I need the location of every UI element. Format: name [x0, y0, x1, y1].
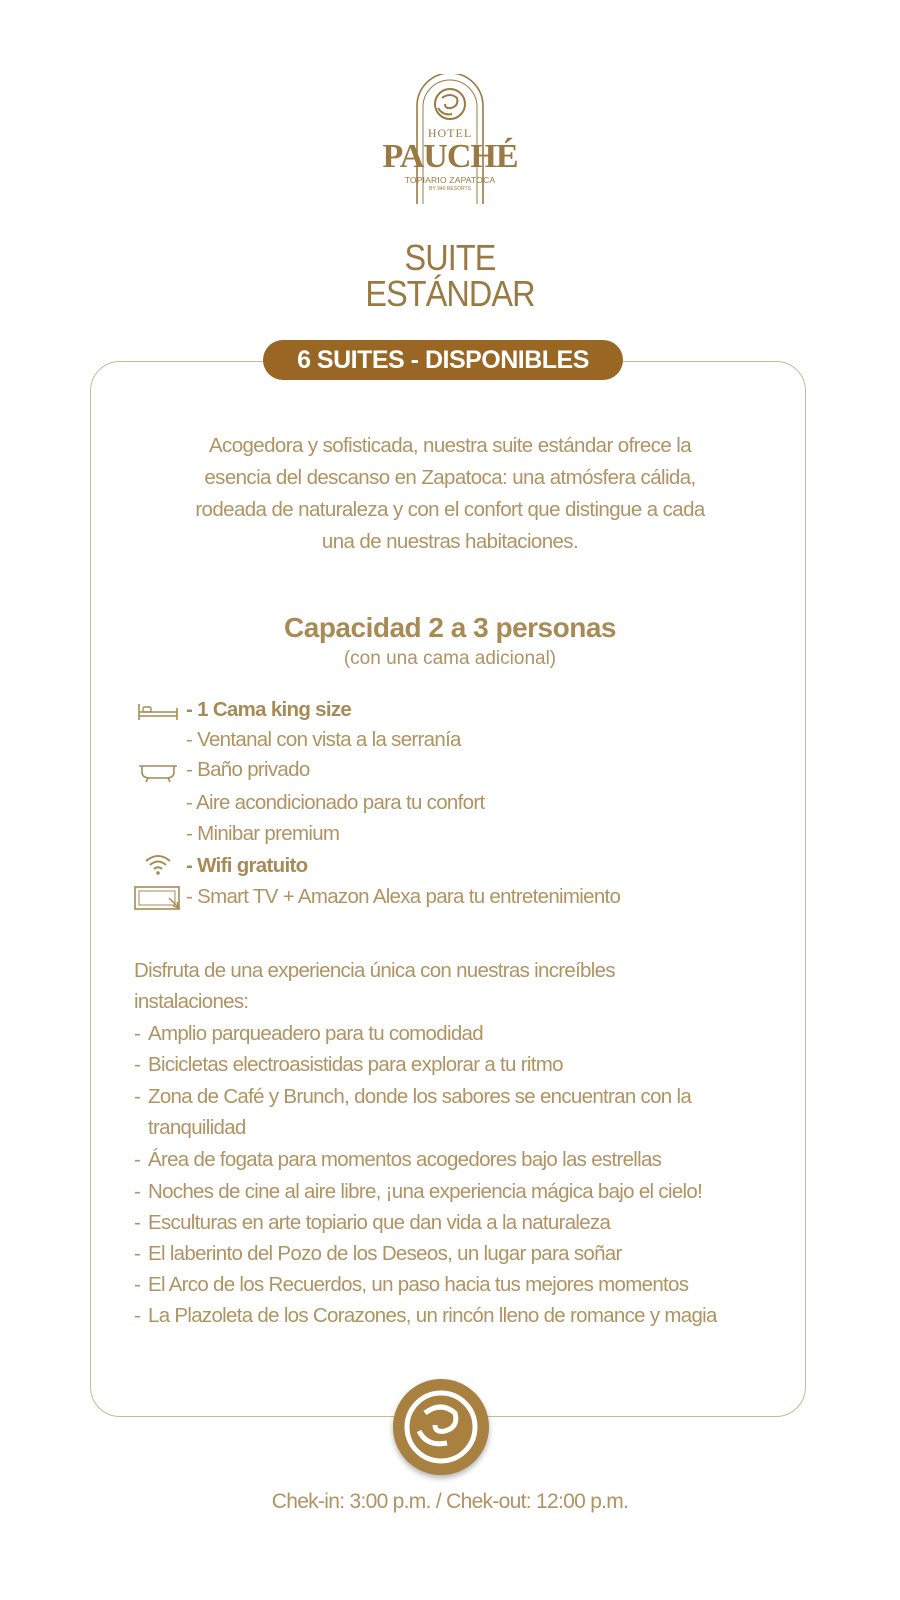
bed-icon — [136, 700, 180, 724]
availability-badge: 6 SUITES - DISPONIBLES — [263, 340, 623, 380]
amenity-item: - Amplio parqueadero para tu comodidad — [134, 1022, 483, 1045]
logo-name: PAUCHÉ — [382, 138, 518, 175]
amenity-item: - Área de fogata para momentos acogedores bajo las estrellas — [134, 1148, 662, 1171]
amenity-item: tranquilidad — [148, 1116, 246, 1139]
feature-item: - Baño privado — [186, 758, 310, 781]
capacity-subtitle: (con una cama adicional) — [343, 648, 557, 669]
feature-item: - 1 Cama king size — [186, 698, 352, 721]
feature-item: - Smart TV + Amazon Alexa para tu entretenimiento — [186, 885, 621, 908]
logo-hotel-text: HOTEL — [427, 126, 473, 140]
wifi-icon — [144, 852, 172, 876]
amenity-item: - Esculturas en arte topiario que dan vida a la naturaleza — [134, 1211, 611, 1234]
logo-brand: BY 940 RESORTS — [429, 186, 471, 192]
feature-item: - Aire acondicionado para tu confort — [186, 791, 485, 814]
feature-item: - Minibar premium — [186, 822, 340, 845]
capacity-title: Capacidad 2 a 3 personas — [284, 612, 616, 643]
amenities-intro: instalaciones: — [134, 990, 249, 1013]
intro-line: esencia del descanso en Zapatoca: una atmósfera cálida, — [204, 466, 696, 489]
amenity-item: - Zona de Café y Brunch, donde los sabores se encuentran con la — [134, 1085, 692, 1108]
intro-line: rodeada de naturaleza y con el confort que distingue a cada — [195, 498, 705, 521]
page-title-line1: SUITE — [404, 237, 496, 278]
intro-line: Acogedora y sofisticada, nuestra suite estándar ofrece la — [208, 434, 691, 457]
amenities-intro: Disfruta de una experiencia única con nuestras increíbles — [134, 959, 615, 982]
bathtub-icon — [136, 760, 180, 784]
feature-item: - Wifi gratuito — [186, 854, 308, 877]
amenity-item: - Bicicletas electroasistidas para explorar a tu ritmo — [134, 1053, 563, 1076]
spiral-logo-icon — [393, 1379, 489, 1475]
tv-icon — [133, 884, 183, 914]
amenity-item: - Noches de cine al aire libre, ¡una experiencia mágica bajo el cielo! — [134, 1180, 703, 1203]
logo-subtitle: TOPIARIO ZAPATOCA — [404, 175, 496, 185]
intro-line: una de nuestras habitaciones. — [321, 530, 579, 553]
hotel-logo — [375, 74, 525, 214]
amenity-item: - La Plazoleta de los Corazones, un rincón lleno de romance y magia — [134, 1304, 717, 1327]
checkin-checkout: Chek-in: 3:00 p.m. / Chek-out: 12:00 p.m. — [271, 1490, 629, 1513]
amenity-item: - El laberinto del Pozo de los Deseos, un lugar para soñar — [134, 1242, 622, 1265]
feature-item: - Ventanal con vista a la serranía — [186, 728, 461, 751]
page-title-line2: ESTÁNDAR — [365, 273, 535, 314]
amenity-item: - El Arco de los Recuerdos, un paso hacia tus mejores momentos — [134, 1273, 689, 1296]
logo-badge — [393, 1379, 489, 1475]
